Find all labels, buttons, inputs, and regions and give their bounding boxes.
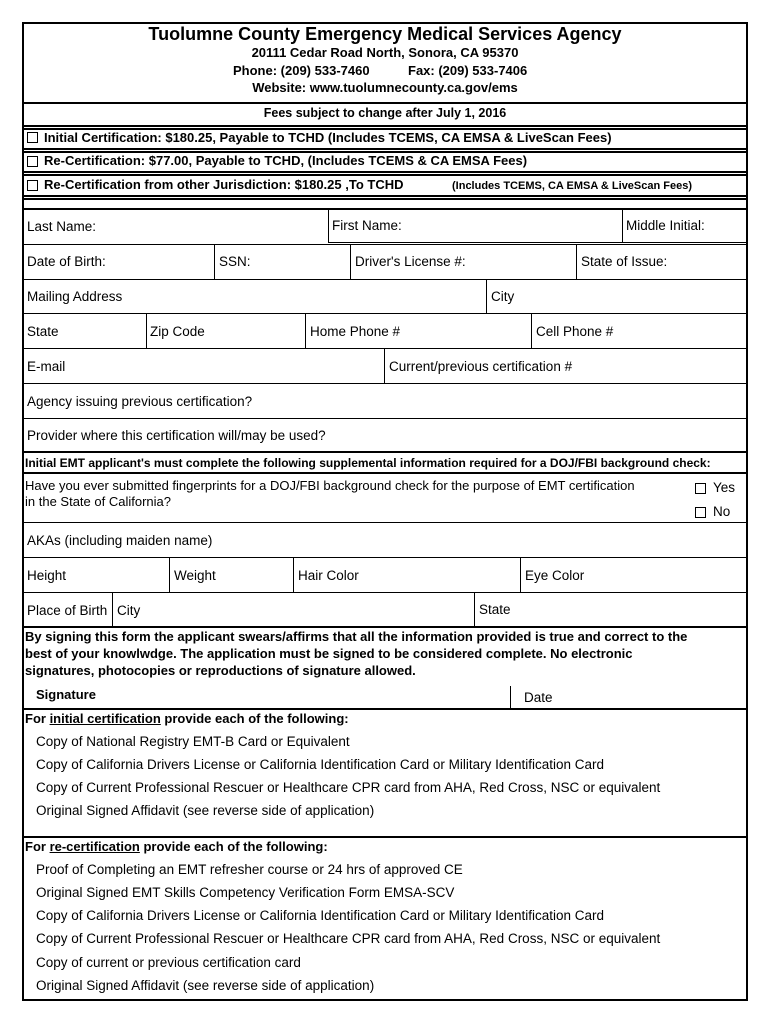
divider xyxy=(214,244,215,279)
divider xyxy=(384,348,385,383)
cert-number-label: Current/previous certification # xyxy=(389,359,573,374)
pob-city-label: City xyxy=(117,603,141,618)
divider xyxy=(22,348,748,349)
divider xyxy=(474,592,475,626)
heading-prefix: For xyxy=(25,839,50,854)
place-of-birth-label: Place of Birth xyxy=(27,603,108,618)
email-label: E-mail xyxy=(27,359,66,374)
last-name-label: Last Name: xyxy=(27,219,97,234)
agency-issuing-label: Agency issuing previous certification? xyxy=(27,394,253,409)
ssn-label: SSN: xyxy=(219,254,251,269)
list-item: Proof of Completing an EMT refresher course or 24 hrs of approved CE xyxy=(36,862,463,877)
divider xyxy=(169,557,170,592)
fingerprint-question-line2: in the State of California? xyxy=(25,494,171,509)
agency-phone: Phone: (209) 533-7460 xyxy=(233,63,370,78)
divider xyxy=(22,708,748,710)
fingerprint-yes-label: Yes xyxy=(713,480,736,495)
initial-cert-checkbox[interactable] xyxy=(27,132,38,143)
date-label: Date xyxy=(524,690,553,705)
agency-fax: Fax: (209) 533-7406 xyxy=(408,63,528,78)
heading-prefix: For xyxy=(25,711,50,726)
divider xyxy=(22,557,748,558)
list-item: Copy of California Drivers License or California Identification Card or Military Identification Card xyxy=(36,908,604,923)
list-item: Copy of Current Professional Rescuer or Healthcare CPR card from AHA, Red Cross, NSC or equivalent xyxy=(36,931,661,946)
divider xyxy=(22,313,748,314)
divider xyxy=(531,313,532,348)
divider xyxy=(22,592,748,593)
fees-note: Fees subject to change after July 1, 2016 xyxy=(263,106,507,120)
divider xyxy=(22,522,748,523)
divider xyxy=(328,210,329,242)
state-of-issue-label: State of Issue: xyxy=(581,254,668,269)
divider xyxy=(350,244,351,279)
list-item: Copy of Current Professional Rescuer or Healthcare CPR card from AHA, Red Cross, NSC or equivalent xyxy=(36,780,661,795)
supplemental-header: Initial EMT applicant's must complete the following supplemental information required for a DOJ/FBI background check: xyxy=(25,456,711,470)
divider xyxy=(22,208,748,210)
cell-phone-label: Cell Phone # xyxy=(536,324,614,339)
initial-cert-fee: Initial Certification: $180.25, Payable to TCHD (Includes TCEMS, CA EMSA & LiveScan Fees) xyxy=(44,130,612,145)
eye-color-label: Eye Color xyxy=(525,568,585,583)
agency-title: Tuolumne County Emergency Medical Services Agency xyxy=(148,24,622,44)
height-label: Height xyxy=(27,568,67,583)
divider xyxy=(22,472,748,474)
akas-label: AKAs (including maiden name) xyxy=(27,533,213,548)
divider xyxy=(328,242,748,243)
signature-label: Signature xyxy=(36,687,96,702)
divider xyxy=(293,557,294,592)
divider xyxy=(112,592,113,626)
weight-label: Weight xyxy=(174,568,216,583)
list-item: Copy of California Drivers License or California Identification Card or Military Identification Card xyxy=(36,757,604,772)
heading-underlined: re-certification xyxy=(49,839,140,854)
list-item: Original Signed EMT Skills Competency Verification Form EMSA-SCV xyxy=(36,885,455,900)
signature-field[interactable] xyxy=(22,686,510,708)
divider xyxy=(622,210,623,242)
divider xyxy=(486,279,487,313)
divider xyxy=(22,418,748,419)
list-item: Original Signed Affidavit (see reverse side of application) xyxy=(36,978,375,993)
mailing-address-label: Mailing Address xyxy=(27,289,123,304)
divider xyxy=(22,244,748,245)
agency-address: 20111 Cedar Road North, Sonora, CA 95370 xyxy=(251,45,519,60)
divider xyxy=(22,836,748,838)
divider xyxy=(22,148,748,150)
signing-statement-line1: By signing this form the applicant swears/affirms that all the information provided is true and correct to the xyxy=(25,629,688,644)
pob-state-label: State xyxy=(479,602,511,617)
agency-website[interactable]: Website: www.tuolumnecounty.ca.gov/ems xyxy=(252,80,518,95)
home-phone-label: Home Phone # xyxy=(310,324,401,339)
date-field[interactable] xyxy=(511,686,748,708)
divider xyxy=(22,174,748,176)
list-item: Copy of National Registry EMT-B Card or Equivalent xyxy=(36,734,350,749)
divider xyxy=(305,313,306,348)
drivers-license-label: Driver's License #: xyxy=(355,254,466,269)
divider xyxy=(576,244,577,279)
signing-statement-line3: signatures, photocopies or reproductions of signature allowed. xyxy=(25,663,416,678)
divider xyxy=(22,451,748,453)
list-item: Copy of current or previous certification card xyxy=(36,955,301,970)
divider xyxy=(146,313,147,348)
middle-initial-label: Middle Initial: xyxy=(626,218,705,233)
divider xyxy=(22,125,748,127)
divider xyxy=(22,102,748,104)
divider xyxy=(22,279,748,280)
provider-label: Provider where this certification will/may be used? xyxy=(27,428,326,443)
zip-label: Zip Code xyxy=(150,324,205,339)
other-jurisdiction-fee: Re-Certification from other Jurisdiction: $180.25 ,To TCHD xyxy=(44,177,404,192)
other-jurisdiction-checkbox[interactable] xyxy=(27,180,38,191)
fingerprint-no-checkbox[interactable] xyxy=(695,507,706,518)
recert-checkbox[interactable] xyxy=(27,156,38,167)
dob-label: Date of Birth: xyxy=(27,254,106,269)
divider xyxy=(22,383,748,384)
fingerprint-question-line1: Have you ever submitted fingerprints for a DOJ/FBI background check for the purpose of EMT certification xyxy=(25,478,635,493)
heading-suffix: provide each of the following: xyxy=(139,839,328,854)
first-name-label: First Name: xyxy=(332,218,402,233)
initial-cert-heading xyxy=(25,711,349,727)
divider xyxy=(520,557,521,592)
divider xyxy=(22,626,748,628)
state-label: State xyxy=(27,324,59,339)
recert-fee: Re-Certification: $77.00, Payable to TCHD, (Includes TCEMS & CA EMSA Fees) xyxy=(44,153,528,168)
divider xyxy=(22,195,748,197)
divider xyxy=(22,198,748,200)
hair-color-label: Hair Color xyxy=(298,568,359,583)
fingerprint-yes-checkbox[interactable] xyxy=(695,483,706,494)
other-jurisdiction-fee-note: (Includes TCEMS, CA EMSA & LiveScan Fees) xyxy=(452,180,693,192)
divider xyxy=(22,171,748,173)
heading-underlined: initial certification xyxy=(49,711,161,726)
list-item: Original Signed Affidavit (see reverse side of application) xyxy=(36,803,375,818)
fingerprint-no-label: No xyxy=(713,504,731,519)
city-label: City xyxy=(491,289,515,304)
signing-statement-line2: best of your knowlwdge. The application must be signed to be considered complete. No electronic xyxy=(25,646,633,661)
heading-suffix: provide each of the following: xyxy=(160,711,349,726)
recert-heading xyxy=(25,839,328,855)
